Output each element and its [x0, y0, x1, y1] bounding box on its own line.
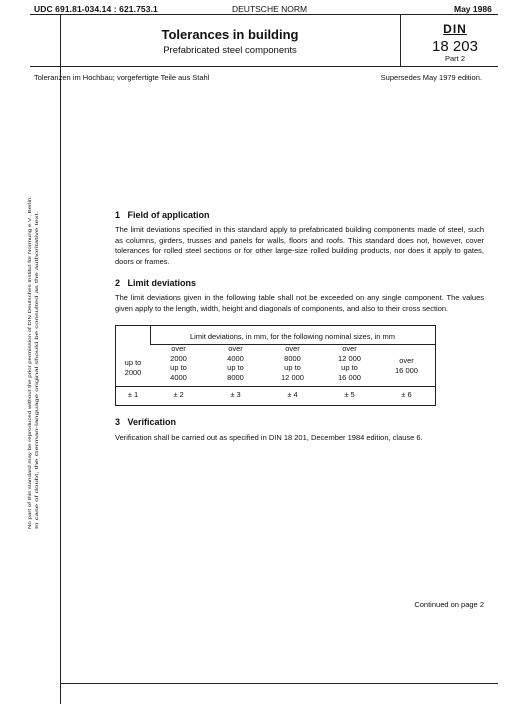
header-text: up to: [341, 363, 358, 372]
bottom-rule: [60, 683, 498, 684]
header-text: 12 000: [281, 372, 304, 382]
header-text: over: [171, 344, 186, 353]
table-value-cell: ± 3: [230, 390, 241, 399]
section-text-field-of-application: The limit deviations specified in this standard apply to prefabricated building components made of steel, such as columns, girders, trusses and panels for walls, floors and roofs. This standard does not, however, cover tolerances for rolled steel sections or for other large-size rolled building products, nor does it apply to gates, doors or frames.: [115, 225, 484, 266]
issue-date: May 1986: [454, 4, 492, 14]
header-text: over: [285, 344, 300, 353]
limit-deviation-table: [115, 325, 436, 406]
header-text: 4000: [227, 353, 244, 363]
section-heading-field-of-application: 1 Field of application: [115, 210, 210, 220]
norm-label: DEUTSCHE NORM: [232, 4, 308, 14]
din-part: Part 2: [444, 54, 465, 63]
udc-code: UDC 691.81-034.14 : 621.753.1: [34, 4, 158, 14]
table-value-cell: ± 1: [127, 390, 139, 399]
header-text: up to: [284, 363, 301, 372]
din-number: 18 203: [432, 38, 478, 55]
left-frame-line: [60, 14, 61, 704]
document-title: Tolerances in building: [161, 27, 299, 42]
header-text: over: [342, 344, 357, 353]
copyright-side-note: [26, 196, 41, 529]
header-text: 2000: [124, 367, 142, 377]
table-header-cell: [207, 344, 264, 382]
table-value-cell: ± 4: [287, 390, 298, 399]
continued-note: Continued on page 2: [414, 600, 484, 609]
section-text-verification: Verification shall be carried out as specified in DIN 18 201, December 1984 edition, clause 6.: [115, 433, 423, 442]
supersedes-note: Supersedes May 1979 edition.: [380, 73, 482, 82]
title-bottom-rule: [30, 66, 498, 67]
header-text: up to: [227, 363, 244, 372]
table-value-row: [116, 387, 435, 405]
header-text: 16 000: [338, 372, 361, 382]
table-header-cell: [264, 344, 321, 382]
header-text: up to: [124, 358, 142, 367]
header-text: 4000: [170, 372, 187, 382]
header-text: over: [399, 356, 414, 365]
german-title: Toleranzen im Hochbau; vorgefertigte Teile aus Stahl: [34, 73, 210, 82]
header-text: 2000: [170, 353, 187, 363]
table-header-cell: [378, 356, 435, 375]
section-heading-verification: 3 Verification: [115, 417, 177, 427]
document-subtitle: Prefabricated steel components: [163, 45, 297, 56]
header-text: 8000: [227, 372, 244, 382]
table-value-cell: ± 5: [344, 390, 355, 399]
header-text: 16 000: [395, 365, 418, 375]
din-mark: DIN: [443, 22, 467, 36]
table-header-cell: [321, 344, 378, 382]
header-text: 8000: [284, 353, 301, 363]
section-heading-limit-deviations: 2 Limit deviations: [115, 278, 197, 288]
table-value-cell: ± 2: [173, 390, 184, 399]
table-header-cell: [116, 358, 150, 377]
header-text: up to: [170, 363, 187, 372]
table-value-cell: ± 6: [401, 390, 412, 399]
title-divider-line: [400, 14, 401, 66]
header-text: 12 000: [338, 353, 361, 363]
header-text: over: [228, 344, 243, 353]
section-text-limit-deviations: The limit deviations given in the following table shall not be exceeded on any single component. The values given apply to the length, width, height and diagonals of components, and also to their cross section.: [115, 293, 484, 313]
table-header-row: [116, 344, 435, 384]
table-header-cell: [150, 344, 207, 382]
side-note-line-2: In case of doubt, the German-language original should be consulted as the authoritative text.: [34, 340, 39, 529]
top-rule: [30, 14, 498, 15]
table-caption: Limit deviations, in mm, for the following nominal sizes, in mm: [189, 332, 396, 341]
side-note-line-1: No part of this standard may be reproduced without the prior permission of DIN Deutsches Institut für Normung e.V., Berlin.: [27, 279, 32, 529]
